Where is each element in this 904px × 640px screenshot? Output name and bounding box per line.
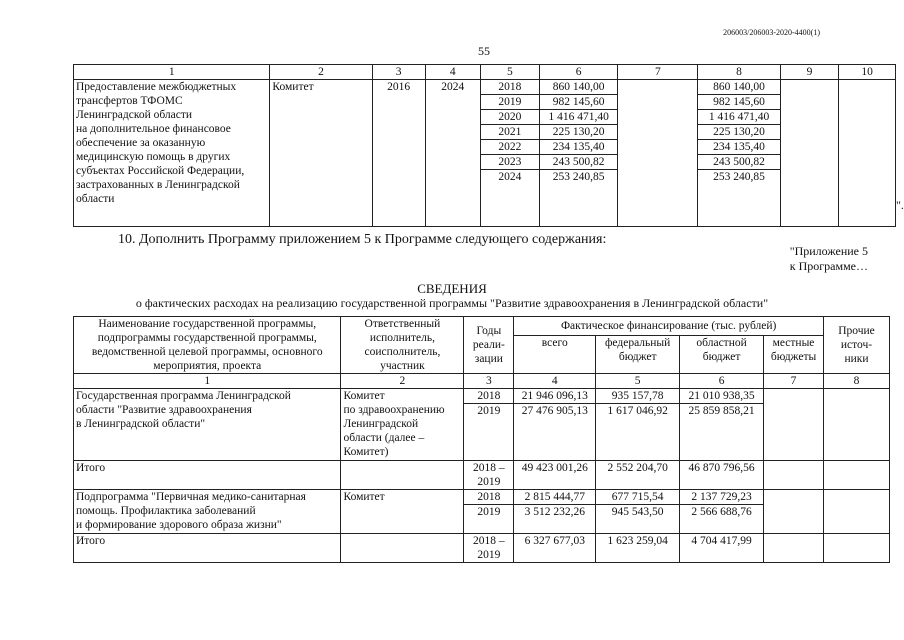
- regional-cell: 253 240,85: [698, 170, 781, 227]
- other-cell: [839, 80, 896, 227]
- local-cell: [764, 490, 824, 534]
- year-cell: 2022: [480, 140, 539, 155]
- item-10-text: 10. Дополнить Программу приложением 5 к Программе следующего содержания:: [118, 232, 607, 247]
- total-cell: 253 240,85: [539, 170, 618, 227]
- regional-cell: 234 135,40: [698, 140, 781, 155]
- total-label: Итого: [74, 534, 341, 563]
- federal-cell: 677 715,54: [596, 490, 680, 505]
- total-cell: 225 130,20: [539, 125, 618, 140]
- header-cell: 10: [839, 65, 896, 80]
- column-number: 7: [764, 374, 824, 389]
- header-cell: 3: [372, 65, 425, 80]
- year-cell: 2021: [480, 125, 539, 140]
- program-name: Государственная программа Ленинградской области "Развитие здравоохранения в Ленинградской области": [74, 389, 341, 461]
- regional-cell: 2 566 688,76: [680, 505, 764, 534]
- table-row: [74, 490, 890, 505]
- total-cell: 6 327 677,03: [514, 534, 596, 563]
- local-cell: [764, 461, 824, 490]
- year-cell: 2024: [480, 170, 539, 227]
- table-header-row: [74, 65, 896, 80]
- total-cell: 243 500,82: [539, 155, 618, 170]
- total-cell: 1 416 471,40: [539, 110, 618, 125]
- total-cell: 234 135,40: [539, 140, 618, 155]
- other-cell: [824, 534, 890, 563]
- federal-cell: 945 543,50: [596, 505, 680, 534]
- header-financing: Фактическое финансирование (тыс. рублей): [514, 317, 824, 336]
- other-cell: [824, 490, 890, 534]
- executor-cell: [341, 534, 464, 563]
- header-cell: 2: [270, 65, 372, 80]
- header-cell: 5: [480, 65, 539, 80]
- expenses-table: [73, 316, 890, 563]
- federal-cell: 2 552 204,70: [596, 461, 680, 490]
- regional-cell: 225 130,20: [698, 125, 781, 140]
- year-cell: 2019: [464, 505, 514, 534]
- years-range: 2018 – 2019: [464, 461, 514, 490]
- column-number: 5: [596, 374, 680, 389]
- federal-cell: 1 617 046,92: [596, 404, 680, 461]
- document-title: СВЕДЕНИЯ: [417, 281, 487, 296]
- year-cell: 2018: [480, 80, 539, 95]
- header-cell: 4: [425, 65, 480, 80]
- header-cell: 6: [539, 65, 618, 80]
- federal-cell: [618, 80, 698, 227]
- other-cell: [824, 461, 890, 490]
- column-number: 3: [464, 374, 514, 389]
- regional-cell: 243 500,82: [698, 155, 781, 170]
- total-cell: 21 946 096,13: [514, 389, 596, 404]
- header-regional: областной бюджет: [680, 336, 764, 374]
- document-subtitle: о фактических расходах на реализацию государственной программы "Развитие здравоохранения в Ленинградской области": [135, 296, 769, 310]
- header-name: Наименование государственной программы, подпрограммы государственной программы, ведомственной целевой программы, основного мероприятия, проекта: [74, 317, 341, 374]
- regional-cell: 46 870 796,56: [680, 461, 764, 490]
- total-cell: 860 140,00: [539, 80, 618, 95]
- attachment-caption: "Приложение 5 к Программе…: [789, 244, 868, 273]
- year-cell: 2023: [480, 155, 539, 170]
- subprogram-name: Подпрограмма "Первичная медико-санитарная помощь. Профилактика заболеваний и формирование здорового образа жизни": [74, 490, 341, 534]
- executor-cell: Комитет по здравоохранению Ленинградской области (далее – Комитет): [341, 389, 464, 461]
- other-cell: [824, 389, 890, 461]
- total-cell: 3 512 232,26: [514, 505, 596, 534]
- column-number: 4: [514, 374, 596, 389]
- regional-cell: 2 137 729,23: [680, 490, 764, 505]
- total-row: [74, 534, 890, 563]
- header-cell: 8: [698, 65, 781, 80]
- total-cell: 982 145,60: [539, 95, 618, 110]
- header-cell: 1: [74, 65, 270, 80]
- local-cell: [764, 534, 824, 563]
- executor-cell: Комитет: [270, 80, 372, 227]
- year-cell: 2018: [464, 490, 514, 505]
- header-local: местные бюджеты: [764, 336, 824, 374]
- column-number: 2: [341, 374, 464, 389]
- start-year-cell: 2016: [372, 80, 425, 227]
- header-cell: 7: [618, 65, 698, 80]
- year-cell: 2019: [464, 404, 514, 461]
- year-cell: 2020: [480, 110, 539, 125]
- regional-cell: 4 704 417,99: [680, 534, 764, 563]
- document-id: 206003/206003-2020-4400(1): [723, 28, 820, 37]
- header-years: Годы реали- зации: [464, 317, 514, 374]
- total-label: Итого: [74, 461, 341, 490]
- regional-cell: 982 145,60: [698, 95, 781, 110]
- page-number: 55: [478, 44, 490, 58]
- header-other: Прочие источ- ники: [824, 317, 890, 374]
- table-row: [74, 80, 896, 95]
- federal-cell: 935 157,78: [596, 389, 680, 404]
- regional-cell: 1 416 471,40: [698, 110, 781, 125]
- table-header-row: [74, 317, 890, 336]
- column-number: 1: [74, 374, 341, 389]
- closing-quote: ".: [896, 198, 904, 212]
- total-row: [74, 461, 890, 490]
- transfer-table: [73, 64, 896, 227]
- total-cell: 49 423 001,26: [514, 461, 596, 490]
- local-cell: [780, 80, 838, 227]
- column-number: 6: [680, 374, 764, 389]
- regional-cell: 860 140,00: [698, 80, 781, 95]
- column-number: 8: [824, 374, 890, 389]
- header-executor: Ответственный исполнитель, соисполнитель, участник: [341, 317, 464, 374]
- executor-cell: Комитет: [341, 490, 464, 534]
- executor-cell: [341, 461, 464, 490]
- end-year-cell: 2024: [425, 80, 480, 227]
- federal-cell: 1 623 259,04: [596, 534, 680, 563]
- measure-name: Предоставление межбюджетных трансфертов ТФОМС Ленинградской области на дополнительное финансовое обеспечение за оказанную медицинскую помощь в других субъектах Российской Федерации, застрахованных в Ленинградской области: [74, 80, 270, 227]
- years-range: 2018 – 2019: [464, 534, 514, 563]
- local-cell: [764, 389, 824, 461]
- table-row: [74, 389, 890, 404]
- regional-cell: 25 859 858,21: [680, 404, 764, 461]
- total-cell: 27 476 905,13: [514, 404, 596, 461]
- header-cell: 9: [780, 65, 838, 80]
- total-cell: 2 815 444,77: [514, 490, 596, 505]
- header-federal: федеральный бюджет: [596, 336, 680, 374]
- year-cell: 2019: [480, 95, 539, 110]
- year-cell: 2018: [464, 389, 514, 404]
- header-total: всего: [514, 336, 596, 374]
- column-number-row: [74, 374, 890, 389]
- regional-cell: 21 010 938,35: [680, 389, 764, 404]
